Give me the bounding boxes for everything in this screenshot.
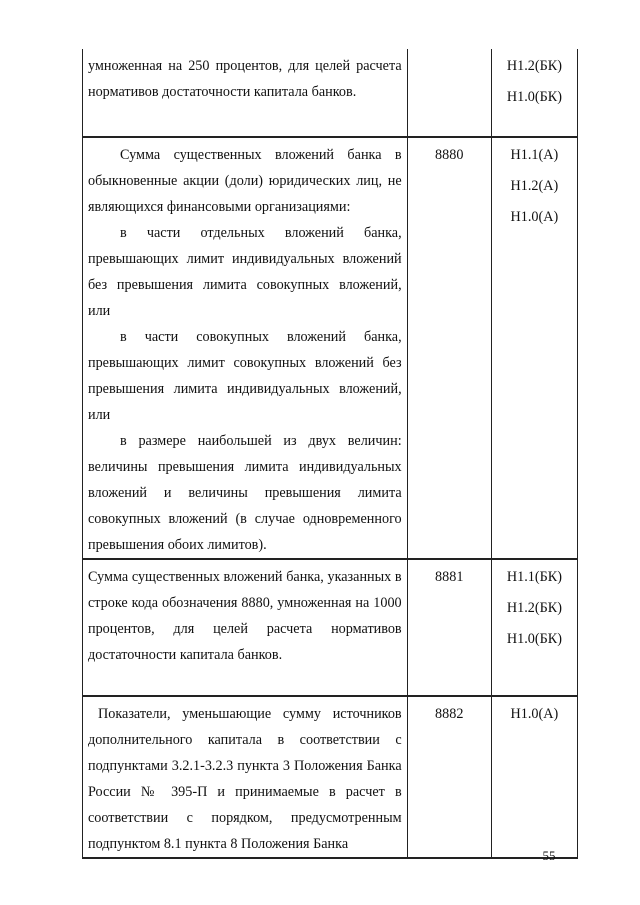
description-cell: [83, 559, 408, 696]
description-paragraph: умноженная на 250 процентов, для целей расчета нормативов достаточности капитала банков.: [88, 58, 402, 100]
code-cell: [407, 49, 491, 137]
table-row: [83, 137, 578, 559]
code-value: 8880: [435, 147, 464, 163]
description-paragraph: в размере наибольшей из двух величин: величины превышения лимита индивидуальных вложений и величины превышения лимита совокупных вложений (в случае одновременного превышения обоих лимитов).: [88, 433, 402, 553]
norm-value: Н1.2(А): [510, 178, 559, 194]
norms-cell: [491, 696, 577, 858]
code-value: [408, 49, 491, 53]
code-value: 8882: [435, 706, 464, 722]
norm-value: Н1.1(А): [510, 147, 559, 163]
table-row: [83, 696, 578, 858]
description-paragraph: Сумма существенных вложений банка в обыкновенные акции (доли) юридических лиц, не являющихся финансовыми организациями:: [88, 147, 402, 215]
norm-value: Н1.1(БК): [506, 569, 562, 585]
norm-value: Н1.0(А): [510, 706, 559, 722]
code-cell: [407, 559, 491, 696]
norm-value: Н1.0(А): [510, 209, 559, 225]
norms-cell: [491, 137, 577, 559]
description-paragraph: в части отдельных вложений банка, превышающих лимит индивидуальных вложений без превышения лимита совокупных вложений, или: [88, 225, 402, 319]
description-cell: [83, 49, 408, 137]
norms-cell: [491, 49, 577, 137]
norm-value: Н1.2(БК): [506, 58, 562, 74]
table-row: [83, 559, 578, 696]
norm-value: Н1.0(БК): [506, 89, 562, 105]
description-paragraph: Показатели, уменьшающие сумму источников дополнительного капитала в соответствии с подпунктами 3.2.1-3.2.3 пункта 3 Положения Банка России № 395-П и принимаемые в расчет в соответствии с порядком, предусмотренным подпунктом 8.1 пункта 8 Положения Банка: [88, 706, 402, 852]
description-paragraph: Сумма существенных вложений банка, указанных в строке кода обозначения 8880, умноженная на 1000 процентов, для целей расчета нормативов достаточности капитала банков.: [88, 569, 402, 663]
code-value: 8881: [435, 569, 464, 585]
code-cell: [407, 137, 491, 559]
description-cell: [83, 137, 408, 559]
table-row: [83, 49, 578, 137]
description-cell: [83, 696, 408, 858]
indicator-table: [82, 49, 578, 859]
norm-value: Н1.2(БК): [506, 600, 562, 616]
norm-value: Н1.0(БК): [506, 631, 562, 647]
description-paragraph: в части совокупных вложений банка, превышающих лимит совокупных вложений без превышения лимита индивидуальных вложений, или: [88, 329, 402, 423]
code-cell: [407, 696, 491, 858]
page-number: 55: [542, 848, 556, 863]
norms-cell: [491, 559, 577, 696]
